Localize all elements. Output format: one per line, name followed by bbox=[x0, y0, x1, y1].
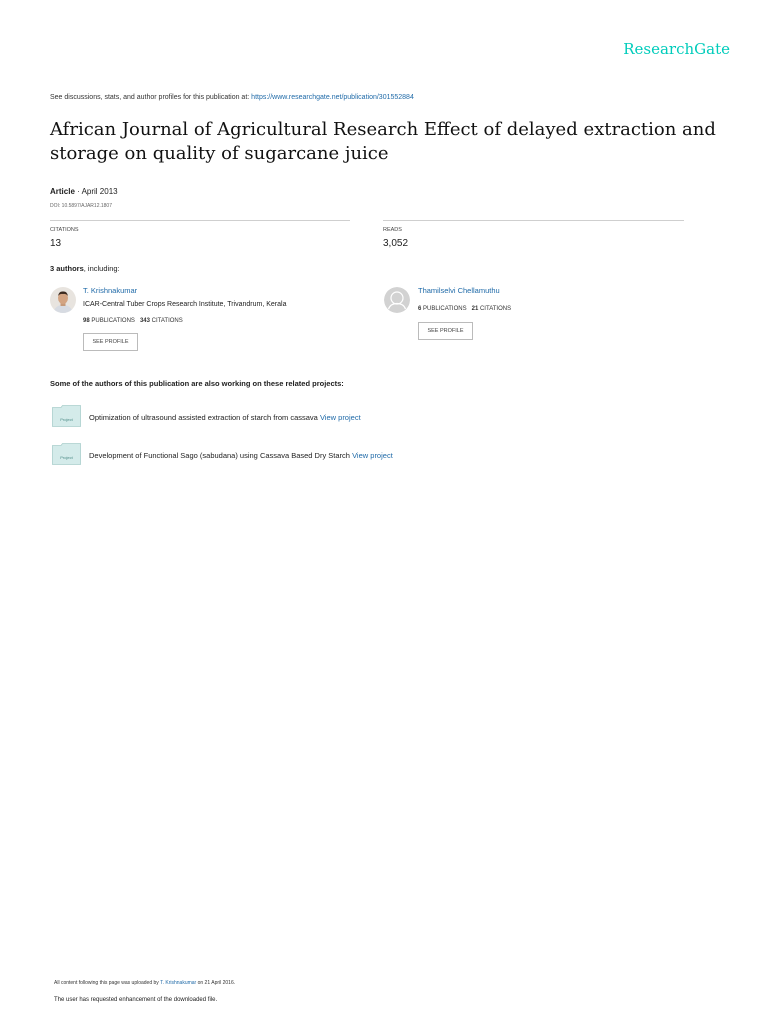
project-item bbox=[89, 451, 393, 460]
svg-text:Project: Project bbox=[60, 417, 73, 422]
publication-title: African Journal of Agricultural Research Effect of delayed extraction and storage on quality of sugarcane juice bbox=[50, 119, 716, 164]
researchgate-logo[interactable]: ResearchGate bbox=[623, 40, 730, 58]
discussion-prefix: See discussions, stats, and author profiles for this publication at: bbox=[50, 94, 252, 101]
view-project-link[interactable]: View project bbox=[352, 451, 393, 460]
project-title: Optimization of ultrasound assisted extraction of starch from cassava bbox=[89, 413, 320, 422]
authors-count: 3 authors bbox=[50, 264, 84, 273]
publication-date: · April 2013 bbox=[74, 187, 118, 196]
authors-heading bbox=[50, 264, 120, 273]
author-institution-krishnakumar: ICAR-Central Tuber Crops Research Institute, Trivandrum, Kerala bbox=[83, 301, 287, 308]
author-avatar-krishnakumar[interactable] bbox=[50, 287, 76, 313]
publication-url-link[interactable]: https://www.researchgate.net/publication/301552884 bbox=[251, 94, 414, 101]
reads-divider bbox=[383, 220, 684, 221]
authors-suffix: , including: bbox=[83, 264, 120, 273]
see-profile-button-chellamuthu[interactable]: SEE PROFILE bbox=[418, 322, 473, 340]
publication-meta bbox=[50, 187, 118, 196]
view-project-link[interactable]: View project bbox=[319, 413, 361, 422]
uploader-link[interactable]: T. Krishnakumar bbox=[160, 980, 197, 986]
author-name-chellamuthu[interactable]: Thamilselvi Chellamuthu bbox=[418, 286, 500, 295]
citations-label: CITATIONS bbox=[50, 227, 79, 233]
citations-value: 13 bbox=[50, 238, 62, 249]
author-stats-chellamuthu: 6 PUBLICATIONS 21 CITATIONS bbox=[418, 306, 512, 312]
upload-note: All content following this page was uploaded by T. Krishnakumar on 21 April 2016. bbox=[54, 980, 236, 986]
author-avatar-chellamuthu[interactable] bbox=[384, 287, 410, 313]
user-placeholder-icon bbox=[384, 287, 410, 313]
enhancement-note: The user has requested enhancement of the downloaded file. bbox=[54, 997, 218, 1003]
project-folder-icon[interactable] bbox=[52, 443, 81, 465]
author-stats-krishnakumar: 98 PUBLICATIONS 343 CITATIONS bbox=[83, 318, 183, 324]
publication-type: Article bbox=[50, 187, 75, 196]
discussion-line bbox=[50, 94, 414, 101]
citations-divider bbox=[50, 220, 350, 221]
reads-label: READS bbox=[383, 227, 402, 233]
reads-value: 3,052 bbox=[383, 238, 409, 249]
project-item bbox=[89, 413, 361, 422]
project-title: Development of Functional Sago (sabudana) using Cassava Based Dry Starch bbox=[89, 451, 353, 460]
svg-text:Project: Project bbox=[60, 455, 73, 460]
author-name-krishnakumar[interactable]: T. Krishnakumar bbox=[83, 286, 138, 295]
see-profile-button-krishnakumar[interactable]: SEE PROFILE bbox=[83, 333, 138, 351]
project-folder-icon[interactable] bbox=[52, 405, 81, 427]
related-projects-heading: Some of the authors of this publication are also working on these related projects: bbox=[50, 379, 344, 388]
publication-doi: DOI: 10.5897/AJAR12.1807 bbox=[50, 203, 112, 209]
